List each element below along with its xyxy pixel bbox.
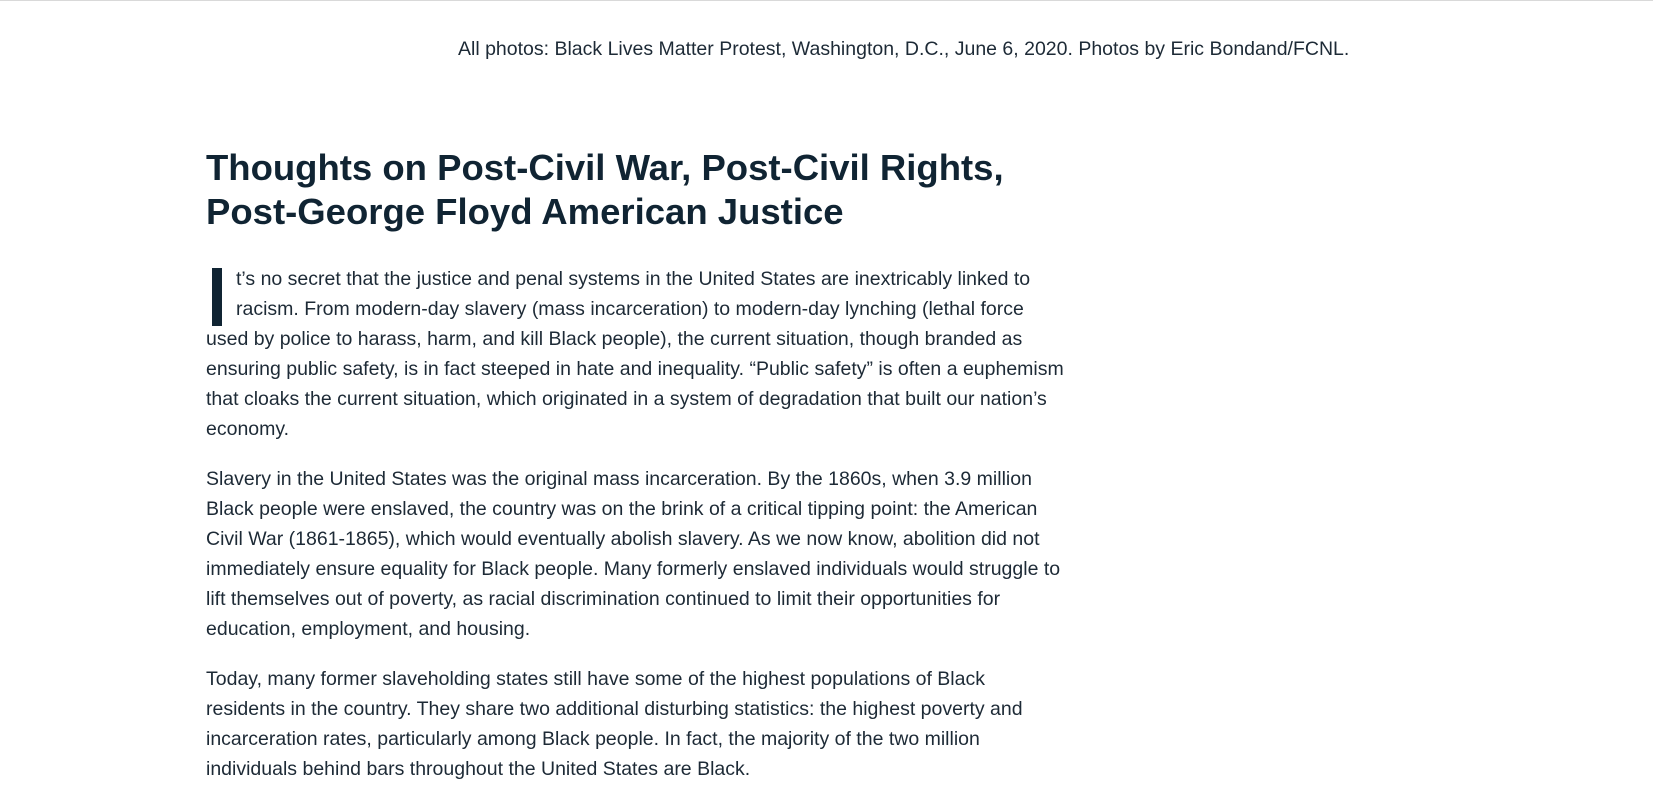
paragraph-line: immediately ensure equality for Black people. Many formerly enslaved individuals would struggle to [206, 558, 1061, 580]
paragraph-line: lift themselves out of poverty, as racial discrimination continued to limit their opportunities for [206, 588, 1001, 610]
drop-cap-block [206, 264, 1086, 324]
paragraph-line: education, employment, and housing. [206, 618, 531, 640]
article-body [206, 146, 1086, 784]
article-title-line: Post-George Floyd American Justice [206, 191, 844, 232]
paragraph-line: used by police to harass, harm, and kill Black people), the current situation, though branded as [206, 328, 1023, 350]
paragraph-line: Civil War (1861-1865), which would eventually abolish slavery. As we now know, abolition did not [206, 528, 1040, 550]
paragraph-line: Slavery in the United States was the original mass incarceration. By the 1860s, when 3.9 million [206, 468, 1032, 490]
paragraph-line: Today, many former slaveholding states still have some of the highest populations of Black [206, 668, 985, 690]
paragraph-intro [206, 264, 1086, 444]
paragraph-slavery [206, 464, 1086, 644]
paragraph-line: t’s no secret that the justice and penal systems in the United States are inextricably linked to [236, 268, 1031, 290]
article-title [206, 146, 1086, 234]
paragraph-line: economy. [206, 418, 290, 440]
paragraph-line: racism. From modern-day slavery (mass incarceration) to modern-day lynching (lethal force [236, 298, 1024, 320]
paragraph-line: ensuring public safety, is in fact steeped in hate and inequality. “Public safety” is often a euphemism [206, 358, 1064, 380]
top-divider [0, 0, 1653, 1]
paragraph-line: incarceration rates, particularly among Black people. In fact, the majority of the two million [206, 728, 980, 750]
paragraph-line: Black people were enslaved, the country was on the brink of a critical tipping point: the American [206, 498, 1038, 520]
photo-credit-caption: All photos: Black Lives Matter Protest, Washington, D.C., June 6, 2020. Photos by Eric Bondand/FCNL. [458, 38, 1350, 60]
paragraph-line: residents in the country. They share two additional disturbing statistics: the highest poverty and [206, 698, 1023, 720]
paragraph-line: that cloaks the current situation, which originated in a system of degradation that built our nation’s [206, 388, 1047, 410]
paragraph-line: individuals behind bars throughout the United States are Black. [206, 758, 751, 780]
article-title-line: Thoughts on Post-Civil War, Post-Civil Rights, [206, 147, 1004, 188]
paragraph-today [206, 664, 1086, 784]
drop-cap-letter [212, 268, 222, 326]
